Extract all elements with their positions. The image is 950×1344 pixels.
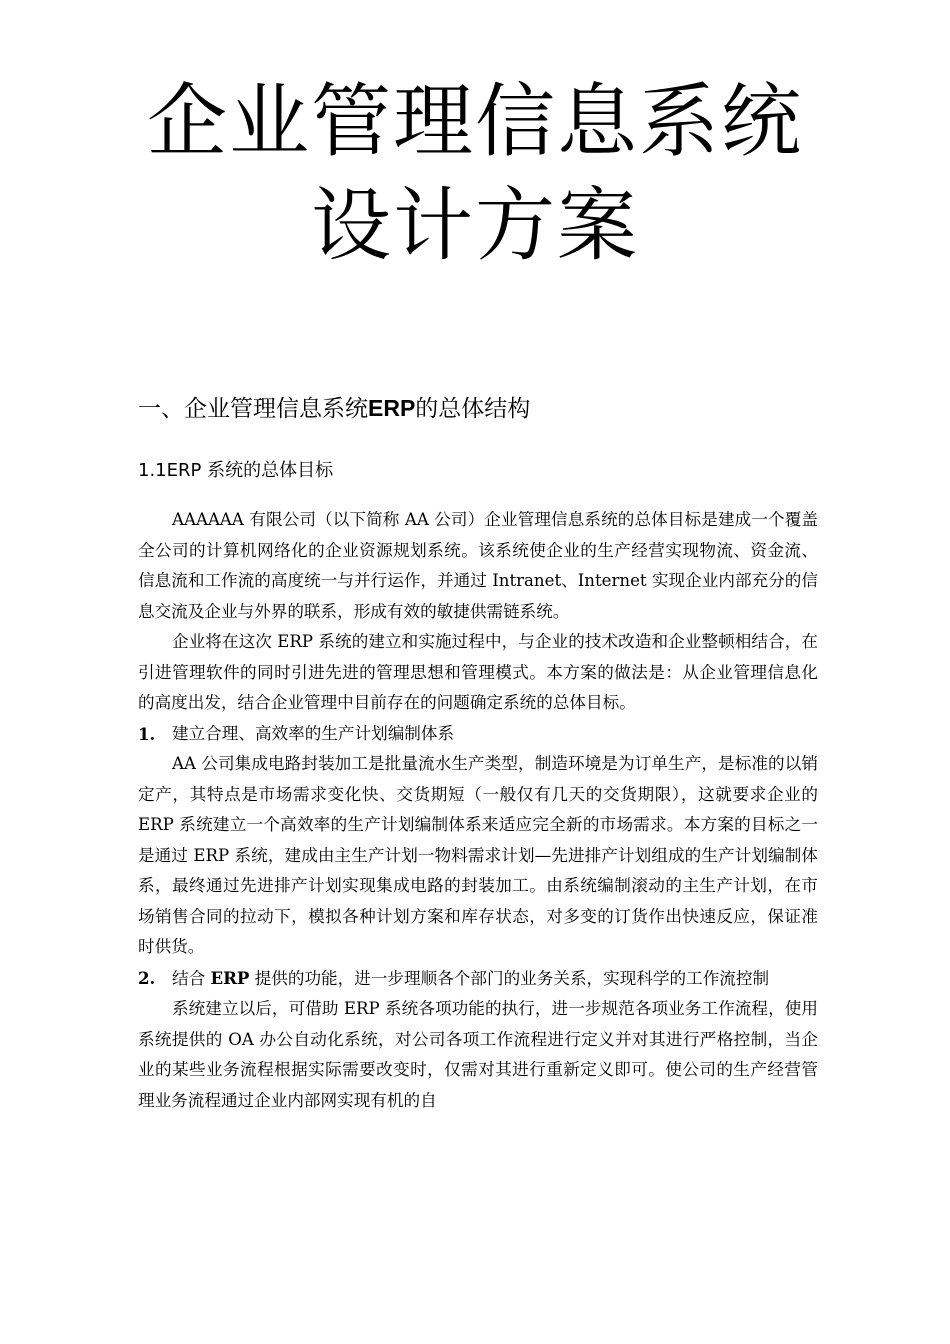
paragraph-approach: 企业将在这次 ERP 系统的建立和实施过程中，与企业的技术改造和企业整顿相结合，在引进管理软件的同时引进先进的管理思想和管理模式。本方案的做法是：从企业管理信息化的高度出发，结合企业管理中目前存在的问题确定系统的总体目标。: [138, 632, 818, 712]
list-item-2-text-before: 结合: [172, 968, 211, 988]
list-item-2-erp: ERP: [210, 967, 250, 988]
list-item-1: [138, 719, 818, 750]
document-title-line1: 企业管理信息系统: [147, 75, 803, 168]
list-item-1-text: 建立合理、高效率的生产计划编制体系: [172, 723, 455, 743]
section-heading-erp: ERP: [368, 395, 416, 421]
section-heading: [138, 392, 838, 425]
paragraph-workflow-control: 系统建立以后，可借助 ERP 系统各项功能的执行，进一步规范各项业务工作流程，使用系统提供的 OA 办公自动化系统，对公司各项工作流程进行定义并对其进行严格控制，当企业的某些业务流程根据实际需要改变时，仅需对其进行重新定义即可。使公司的生产经营管理业务流程通过企业内部网实现有机的自: [138, 999, 818, 1110]
list-item-2-number: 2.: [138, 967, 156, 988]
paragraph-overall-goal: AAAAAA 有限公司（以下简称 AA 公司）企业管理信息系统的总体目标是建成一个覆盖全公司的计算机网络化的企业资源规划系统。该系统使企业的生产经营实现物流、资金流、信息流和工作流的高度统一与并行运作，并通过 Intranet、Internet 实现企业内部充分的信息交流及企业与外界的联系，形成有效的敏捷供需链系统。: [138, 510, 818, 621]
section-heading-suffix: 的总体结构: [415, 396, 531, 422]
section-heading-prefix: 一、企业管理信息系统: [138, 396, 368, 422]
body-text: [138, 505, 818, 1116]
list-item-1-number: 1.: [138, 723, 156, 744]
paragraph-production-planning: AA 公司集成电路封装加工是批量流水生产类型，制造环境是为订单生产，是标准的以销定产，其特点是市场需求变化快、交货期短（一般仅有几天的交货期限），这就要求企业的 ERP 系统建立一个高效率的生产计划编制体系来适应完全新的市场需求。本方案的目标之一是通过 ERP 系统，建成由主生产计划一物料需求计划—先进排产计划组成的生产计划编制体系，最终通过先进排产计划实现集成电路的封装加工。由系统编制滚动的主生产计划，在市场销售合同的拉动下，模拟各种计划方案和库存状态，对多变的订货作出快速反应，保证准时供货。: [138, 754, 818, 956]
subsection-heading: 1.1ERP 系统的总体目标: [138, 460, 334, 481]
document-title-line2: 设计方案: [311, 179, 639, 272]
list-item-2: [138, 963, 818, 995]
list-item-2-text-after: 提供的功能，进一步理顺各个部门的业务关系，实现科学的工作流控制: [249, 968, 770, 988]
